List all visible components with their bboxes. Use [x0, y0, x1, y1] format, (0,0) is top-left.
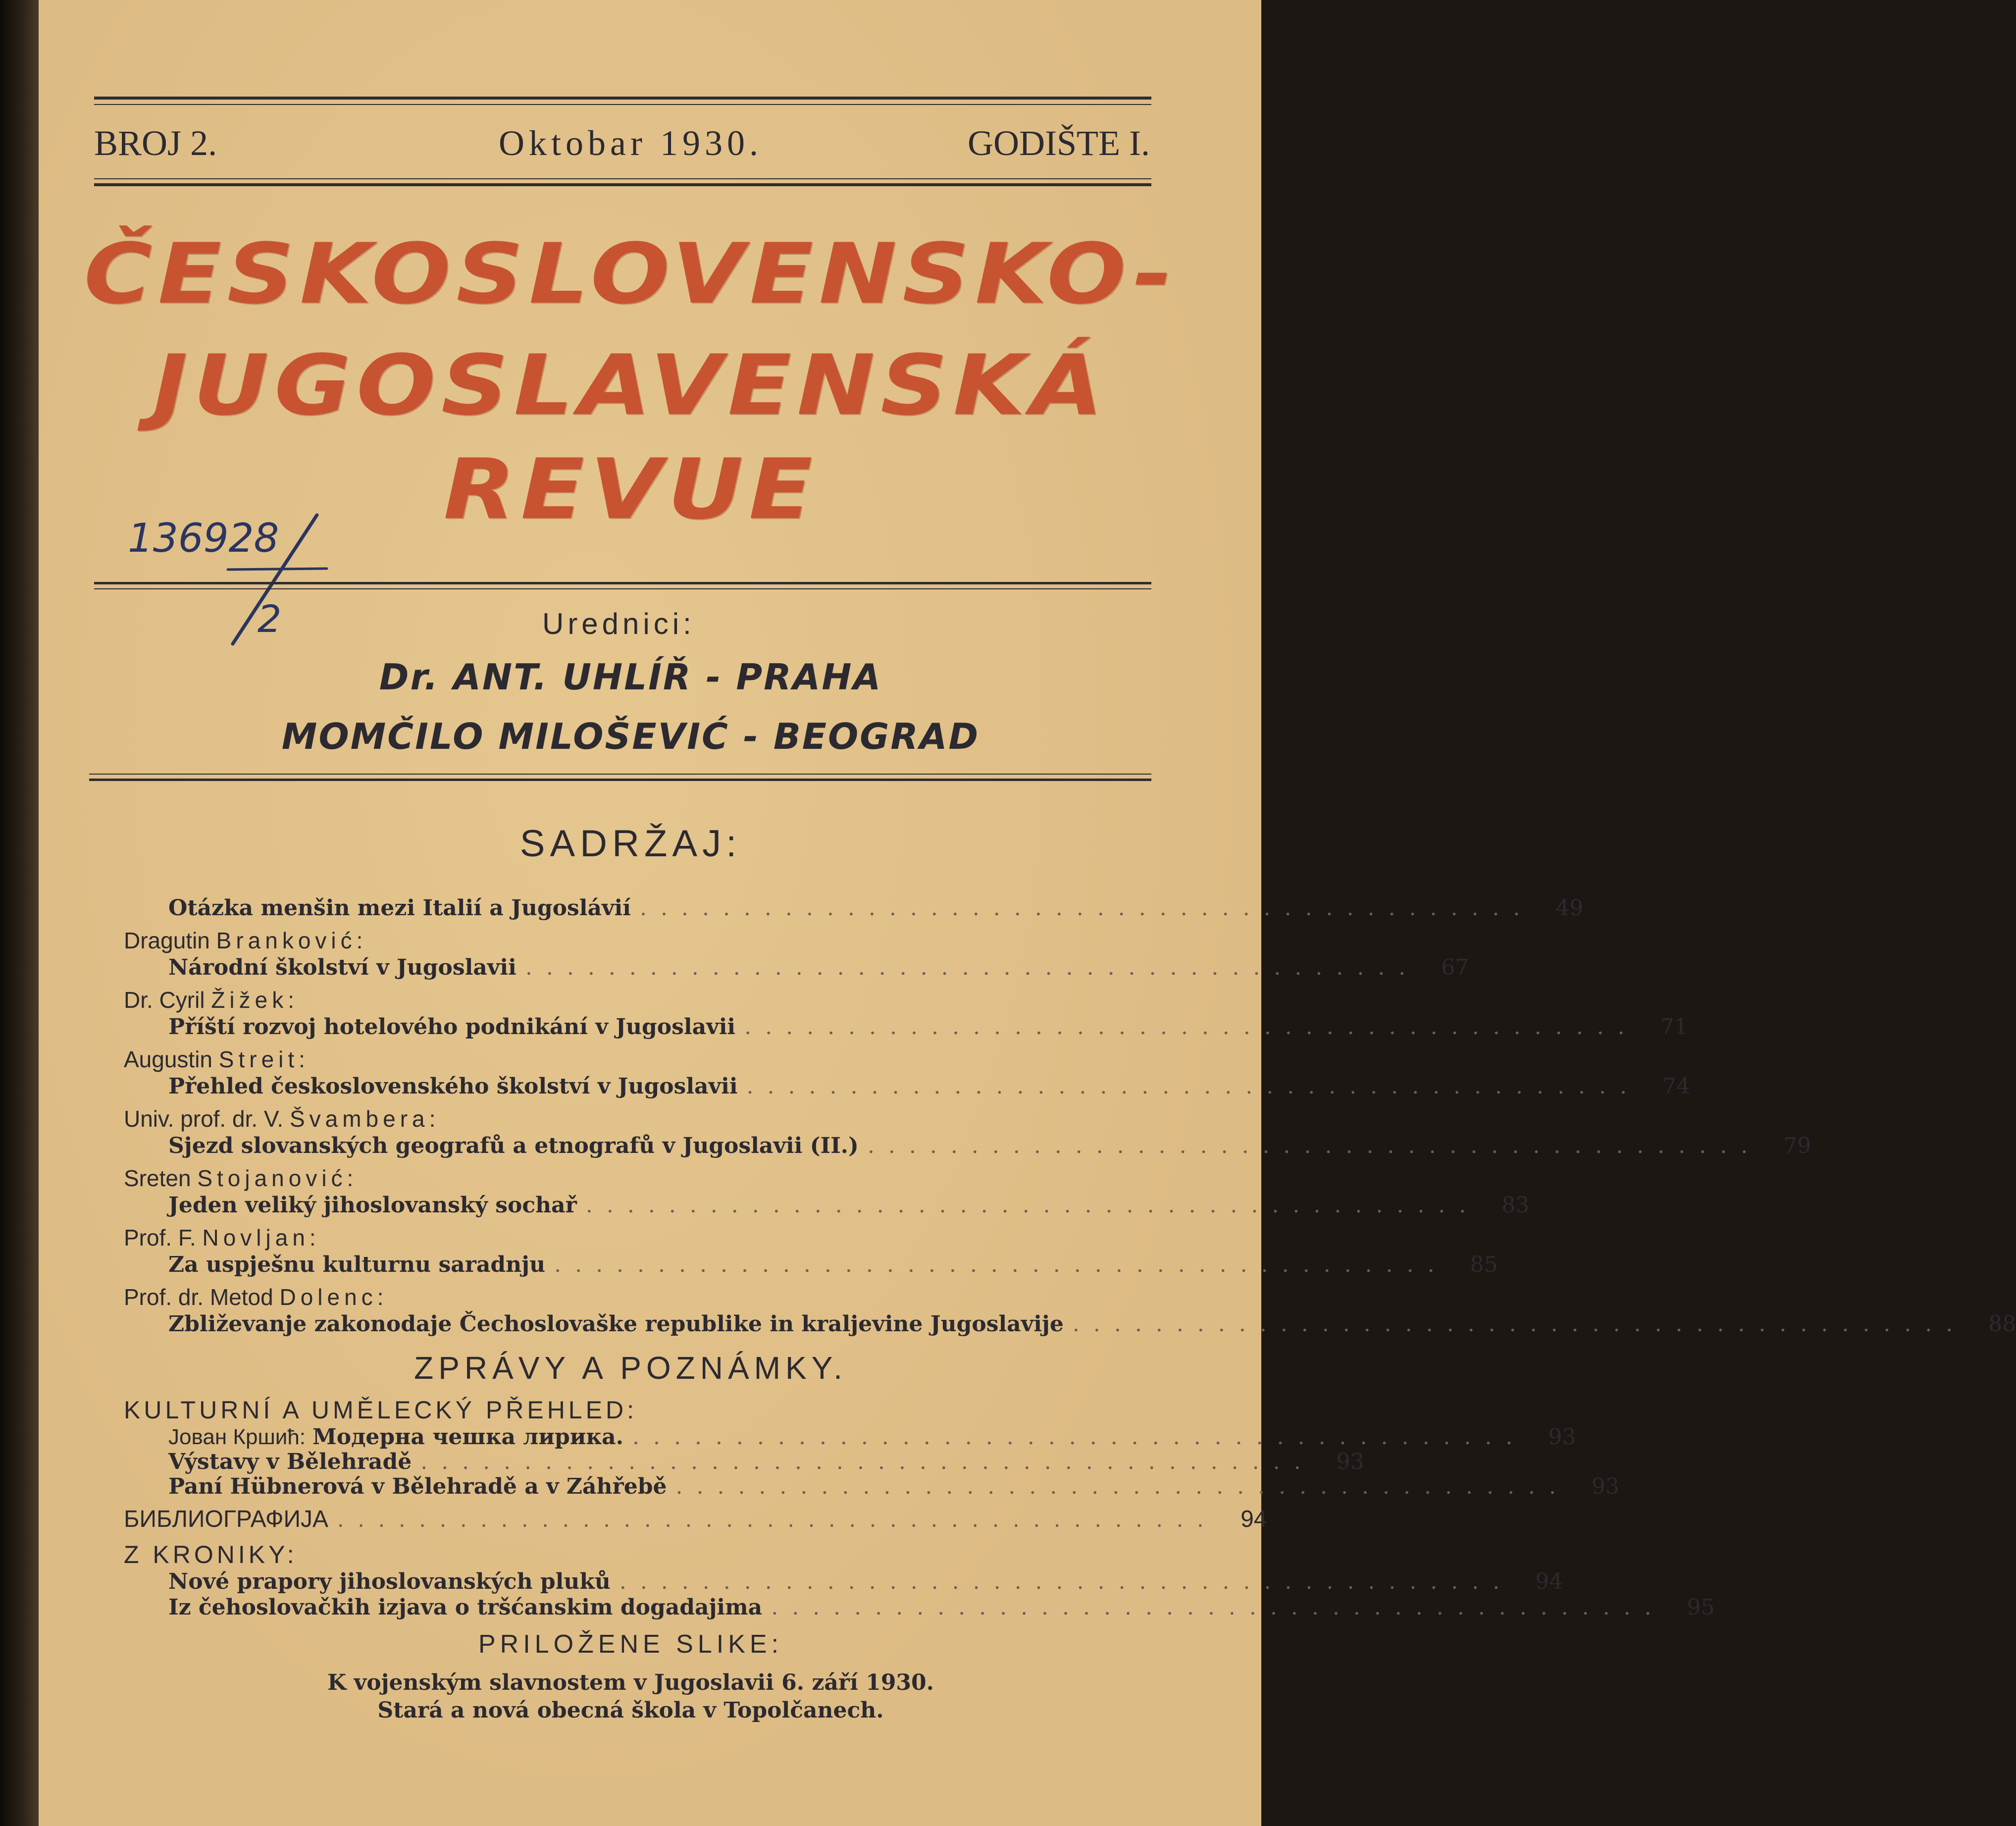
toc-author: Dragutin Branković:	[124, 928, 367, 953]
news-entry-author: Јован Кршић:	[168, 1425, 306, 1449]
header-rule-top	[94, 97, 1151, 100]
toc-leader-dots: ...........................................	[771, 1595, 1665, 1620]
toc-entry-title: Zbliževanje zakonodaje Čechoslovaške republike in kraljevine Jugoslavije	[168, 1311, 1064, 1337]
toc-leader-dots: ...........................................	[525, 955, 1420, 980]
toc-entry	[168, 1311, 2016, 1337]
header-rule-bottom-thin	[94, 178, 1151, 179]
culture-section-label: KULTURNÍ A UMĚLECKÝ PŘEHLED:	[124, 1396, 637, 1424]
news-entry-page: 93	[1591, 1474, 1619, 1499]
toc-leader-dots: ...........................................	[632, 1424, 1527, 1450]
bibliography-label: БИБЛИОГРАФИЈА	[124, 1506, 329, 1532]
handwritten-volume-mark: 2	[258, 597, 282, 641]
chronicle-entry-page: 95	[1687, 1595, 1715, 1620]
toc-author: Prof. F. Novljan:	[124, 1225, 320, 1251]
editors-rule-bottom	[89, 779, 1151, 781]
toc-leader-dots: ...........................................	[746, 1074, 1641, 1099]
news-entry-title: Модерна чешка лирика.	[312, 1424, 623, 1450]
toc-entry	[168, 895, 1584, 921]
toc-entry-title: Sjezd slovanských geografů a etnografů v Jugoslavii (II.)	[168, 1133, 859, 1158]
toc-leader-dots: ...........................................	[867, 1133, 1762, 1158]
issue-number: BROJ 2.	[94, 123, 217, 163]
magazine-title-line-2: JUGOSLAVENSKÁ	[153, 337, 1109, 434]
chronicle-entry-title: Nové prapory jihoslovanských pluků	[168, 1569, 611, 1594]
news-entry	[168, 1449, 1364, 1474]
news-heading: ZPRÁVY A POZNÁMKY.	[414, 1350, 847, 1386]
toc-leader-dots: ...........................................	[675, 1474, 1570, 1499]
illustration-caption-2: Stará a nová obecná škola v Topolčanech.	[377, 1698, 884, 1723]
toc-author: Prof. dr. Metod Dolenc:	[124, 1284, 388, 1310]
toc-leader-dots: ...........................................	[554, 1252, 1448, 1277]
toc-entry	[168, 1193, 1530, 1218]
chronicle-entry-page: 94	[1535, 1569, 1563, 1594]
toc-entry-title: Příští rozvoj hotelového podnikání v Jugoslavii	[168, 1014, 736, 1040]
bibliography-page: 94	[1241, 1506, 1267, 1532]
chronicle-entry	[168, 1595, 1715, 1620]
magazine-title-line-1: ČESKOSLOVENSKO-	[84, 225, 1178, 322]
toc-entry-title: Za uspješnu kulturnu saradnju	[168, 1252, 546, 1277]
toc-leader-dots: ...........................................	[420, 1449, 1315, 1474]
editor-belgrade: MOMČILO MILOŠEVIĆ - BEOGRAD	[281, 716, 980, 757]
chronicle-entry-title: Iz čehoslovačkih izjava o tršćanskim dogadajima	[168, 1595, 763, 1620]
toc-entry-page: 83	[1501, 1193, 1530, 1218]
toc-entry	[168, 1133, 1811, 1158]
news-entry	[168, 1474, 1619, 1499]
toc-author: Augustin Streit:	[124, 1046, 310, 1072]
chronicle-section-label: Z KRONIKY:	[124, 1541, 298, 1568]
toc-entry-page: 49	[1555, 895, 1584, 921]
editors-rule-top	[94, 582, 1151, 584]
handwritten-accession-number: 136928	[128, 515, 279, 561]
illustration-caption-1: K vojenským slavnostem v Jugoslavii 6. září 1930.	[327, 1670, 934, 1695]
toc-author: Univ. prof. dr. V. Švambera:	[124, 1106, 440, 1132]
toc-entry-title: Přehled československého školství v Jugoslavii	[168, 1074, 738, 1099]
toc-entry-page: 71	[1660, 1014, 1688, 1040]
editors-label: Urednici:	[542, 607, 695, 640]
toc-entry-page: 67	[1441, 955, 1469, 980]
toc-author: Dr. Cyril Žižek:	[124, 987, 299, 1013]
toc-entry	[168, 1074, 1690, 1099]
volume-label: GODIŠTE I.	[968, 123, 1150, 163]
toc-author: Sreten Stojanović:	[124, 1165, 358, 1191]
toc-leader-dots: ...........................................	[744, 1014, 1639, 1040]
bibliography-entry	[124, 1506, 1267, 1533]
news-entry-title: Výstavy v Bělehradě	[168, 1449, 412, 1474]
toc-entry-title: Národní školství v Jugoslavii	[168, 955, 517, 980]
toc-entry-title: Otázka menšin mezi Italií a Jugoslávií	[168, 895, 631, 921]
toc-entry	[168, 955, 1469, 980]
header-rule-bottom	[94, 183, 1151, 186]
header-rule-top-thin	[94, 104, 1151, 105]
toc-entry-page: 85	[1470, 1252, 1498, 1277]
toc-leader-dots: ...........................................	[585, 1193, 1480, 1218]
toc-leader-dots: ...........................................	[1072, 1311, 1967, 1337]
editors-rule-top-thin	[94, 588, 1151, 589]
toc-leader-dots: ...........................................	[640, 895, 1534, 921]
issue-date: Oktobar 1930.	[499, 123, 763, 163]
toc-entry	[168, 1252, 1498, 1277]
chronicle-entry	[168, 1569, 1563, 1594]
news-entry	[168, 1424, 1576, 1450]
toc-leader-dots: ...........................................	[619, 1569, 1514, 1594]
editor-prague: Dr. ANT. UHLÍŘ - PRAHA	[379, 656, 882, 698]
news-entry-page: 93	[1336, 1449, 1364, 1474]
illustrations-heading: PRILOŽENE SLIKE:	[478, 1630, 783, 1659]
toc-entry-page: 88	[1988, 1311, 2016, 1337]
toc-entry	[168, 1014, 1688, 1040]
editors-rule-bottom-thin	[89, 774, 1151, 775]
toc-entry-page: 79	[1783, 1133, 1811, 1158]
contents-heading: SADRŽAJ:	[519, 823, 742, 865]
news-entry-page: 93	[1548, 1424, 1576, 1450]
toc-entry-page: 74	[1662, 1074, 1690, 1099]
magazine-title-line-3: REVUE	[443, 441, 818, 538]
toc-leader-dots: ...........................................	[337, 1506, 1218, 1532]
news-entry-title: Paní Hübnerová v Bělehradě a v Záhřebě	[168, 1474, 667, 1499]
toc-entry-title: Jeden veliký jihoslovanský sochař	[168, 1193, 577, 1218]
